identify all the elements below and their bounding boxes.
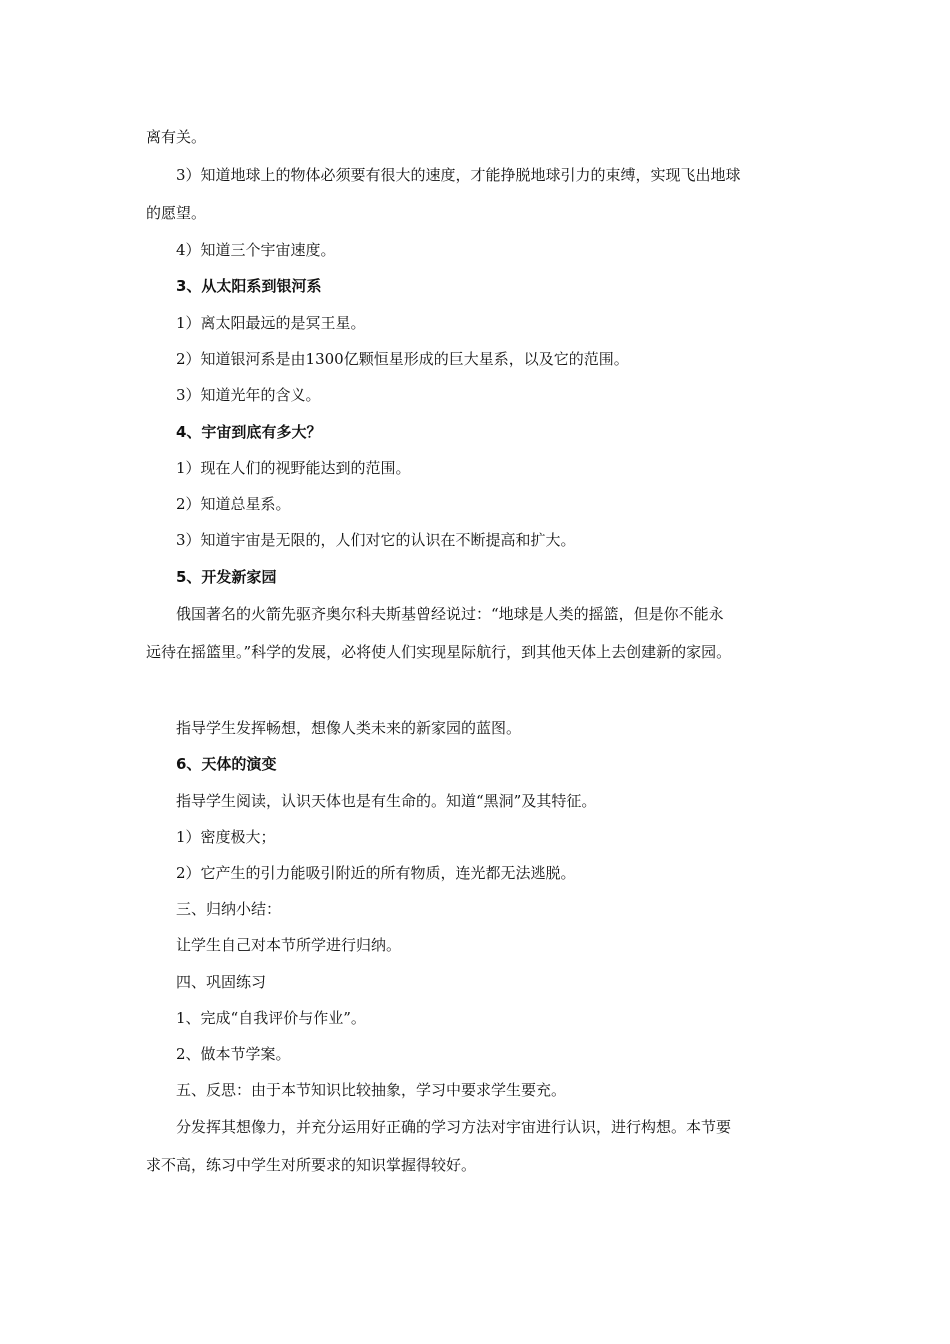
text-line: 1）现在人们的视野能达到的范围。 [176,459,411,477]
section-heading: 3、从太阳系到银河系 [176,277,322,295]
text-line: 求不高，练习中学生对所要求的知识掌握得较好。 [146,1156,477,1174]
text-line: 1）离太阳最远的是冥王星。 [176,314,366,332]
text-line: 2）知道银河系是由1300亿颗恒星形成的巨大星系，以及它的范围。 [176,350,629,368]
text-line: 指导学生发挥畅想，想像人类未来的新家园的蓝图。 [176,719,522,737]
text-line: 四、巩固练习 [176,973,267,991]
section-heading: 6、天体的演变 [176,755,277,773]
text-line: 分发挥其想像力，并充分运用好正确的学习方法对宇宙进行认识，进行构想。本节要 [176,1118,732,1136]
text-line: 3）知道光年的含义。 [176,386,321,404]
text-line: 1）密度极大； [176,828,276,846]
text-line: 2）它产生的引力能吸引附近的所有物质，连光都无法逃脱。 [176,864,576,882]
text-line: 3）知道宇宙是无限的，人们对它的认识在不断提高和扩大。 [176,531,576,549]
text-line: 2、做本节学案。 [176,1045,291,1063]
text-line: 3）知道地球上的物体必须要有很大的速度，才能挣脱地球引力的束缚，实现飞出地球 [176,166,741,184]
text-line: 指导学生阅读，认识天体也是有生命的。知道“黑洞”及其特征。 [176,792,597,810]
text-line: 的愿望。 [146,204,207,222]
text-line: 离有关。 [146,128,207,146]
text-line: 2）知道总星系。 [176,495,291,513]
text-line: 俄国著名的火箭先驱齐奥尔科夫斯基曾经说过：“地球是人类的摇篮，但是你不能永 [176,605,724,623]
text-line: 4）知道三个宇宙速度。 [176,241,336,259]
text-line: 1、完成“自我评价与作业”。 [176,1009,366,1027]
text-line: 让学生自己对本节所学进行归纳。 [176,936,402,954]
text-line: 五、反思：由于本节知识比较抽象，学习中要求学生要充。 [176,1081,567,1099]
text-line: 远待在摇篮里。”科学的发展，必将使人们实现星际航行，到其他天体上去创建新的家园。 [146,643,732,661]
section-heading: 4、宇宙到底有多大？ [176,423,322,441]
text-line: 三、归纳小结： [176,900,282,918]
section-heading: 5、开发新家园 [176,568,277,586]
